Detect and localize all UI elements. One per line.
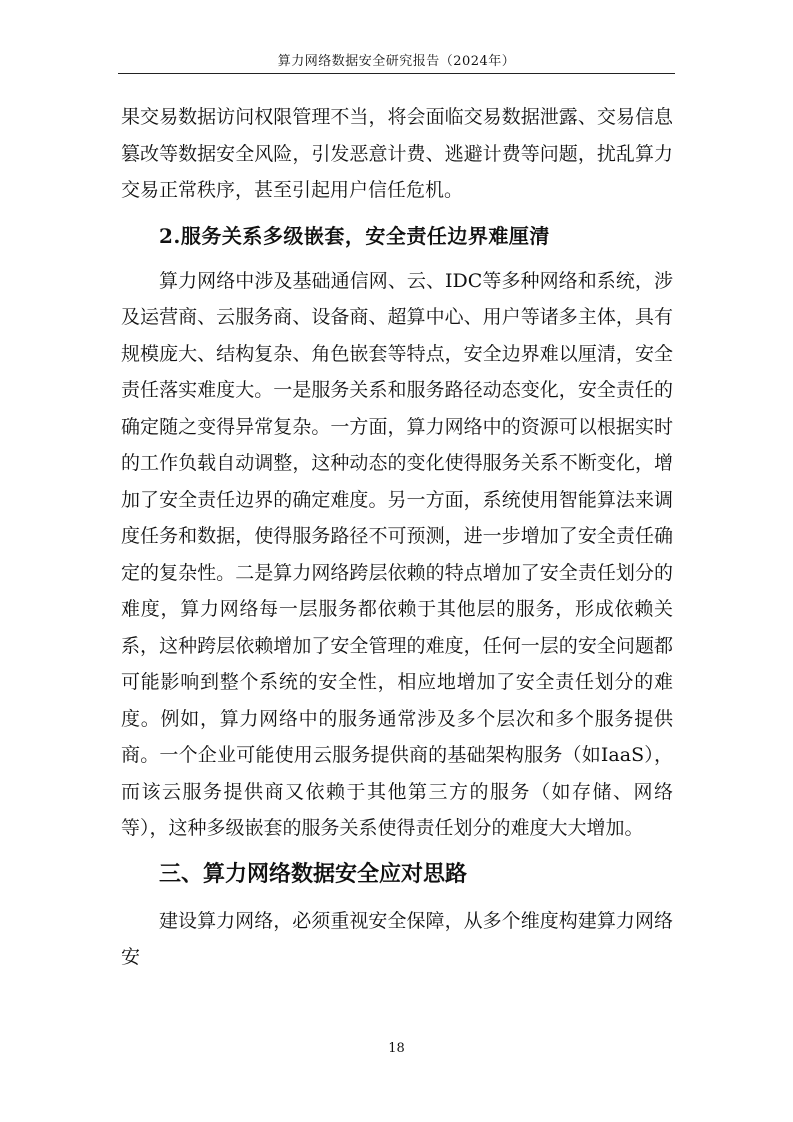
running-header: 算力网络数据安全研究报告（2024年） [277, 54, 516, 69]
document-body [121, 99, 673, 976]
section-heading-2: 2.服务关系多级嵌套，安全责任边界难厘清 [159, 223, 550, 248]
chapter-heading-3: 三、算力网络数据安全应对思路 [159, 861, 468, 887]
page-number: 18 [388, 1041, 405, 1056]
paragraph-service-relations: 算力网络中涉及基础通信网、云、IDC等多种网络和系统，涉及运营商、云服务商、设备商、超算中心、用户等诸多主体，具有规模庞大、结构复杂、角色嵌套等特点，安全边界难以厘清，安全责任落实难度大。一是服务关系和服务路径动态变化，安全责任的确定随之变得异常复杂。一方面，算力网络中的资源可以根据实时的工作负载自动调整，这种动态的变化使得服务关系不断变化，增加了安全责任边界的确定难度。另一方面，系统使用智能算法来调度任务和数据，使得服务路径不可预测，进一步增加了安全责任确定的复杂性。二是算力网络跨层依赖的特点增加了安全责任划分的难度，算力网络每一层服务都依赖于其他层的服务，形成依赖关系，这种跨层依赖增加了安全管理的难度，任何一层的安全问题都可能影响到整个系统的安全性，相应地增加了安全责任划分的难度。例如，算力网络中的服务通常涉及多个层次和多个服务提供商。一个企业可能使用云服务提供商的基础架构服务（如IaaS），而该云服务提供商又依赖于其他第三方的服务（如存储、网络等），这种多级嵌套的服务关系使得责任划分的难度大大增加。 [121, 269, 673, 839]
paragraph-chapter-intro: 建设算力网络，必须重视安全保障，从多个维度构建算力网络安 [121, 909, 673, 968]
header-divider [118, 73, 675, 74]
paragraph-continued: 果交易数据访问权限管理不当，将会面临交易数据泄露、交易信息篡改等数据安全风险，引发恶意计费、逃避计费等问题，扰乱算力交易正常秩序，甚至引起用户信任危机。 [121, 106, 673, 201]
